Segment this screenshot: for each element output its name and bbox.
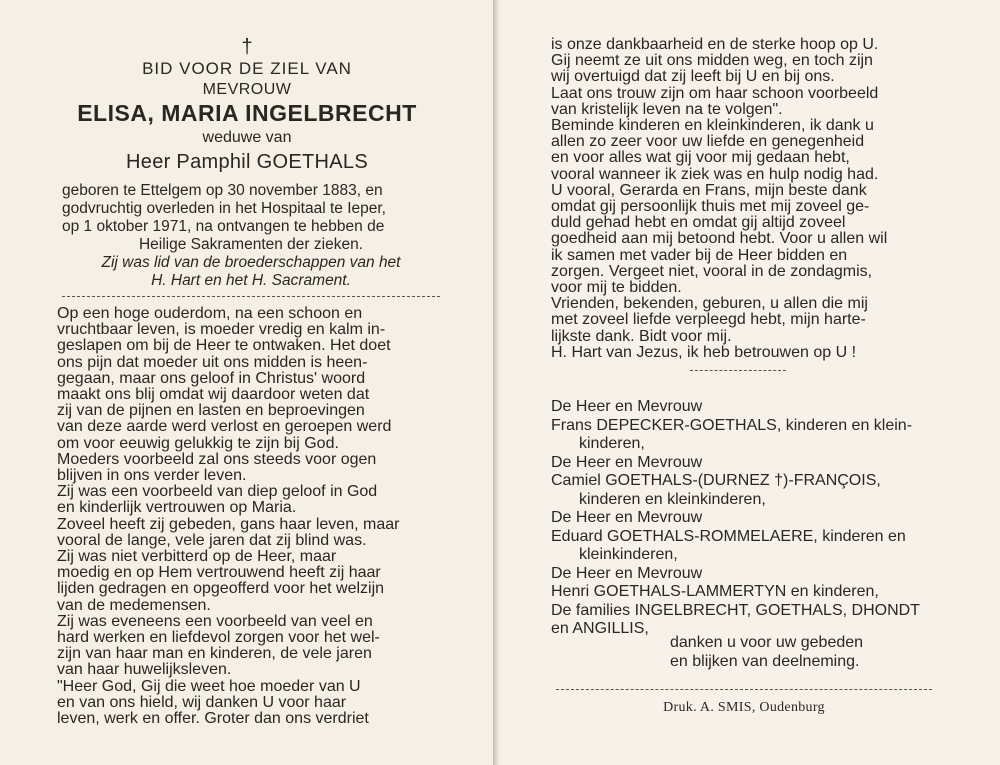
biography-line: op 1 oktober 1971, na ontvangen te hebben de (62, 218, 385, 235)
thanks-line: en blijken van deelneming. (670, 652, 860, 670)
body-line: en kinderlijk vertrouwen op Maria. (57, 499, 297, 517)
body-line: voor mij te bidden. (551, 279, 682, 297)
body-line: Zij was een voorbeeld van diep geloof in God (57, 483, 378, 501)
body-line: vooral wanneer ik ziek was en hulp nodig had. (551, 165, 879, 183)
thanks-line: danken u voor uw gebeden (670, 634, 864, 651)
body-line: Laat ons trouw zijn om haar schoon voorbeeld (551, 84, 879, 102)
right-body-text (551, 37, 951, 361)
body-line: Beminde kinderen en kleinkinderen, ik dank u (551, 117, 874, 135)
family-line: De Heer en Mevrouw (551, 509, 703, 526)
body-line: maakt ons blij omdat wij daardoor weten dat (57, 386, 370, 404)
body-line: en van ons hield, wij danken U voor haar (57, 693, 347, 711)
body-line: Zoveel heeft zij gebeden, gans haar leven, maar (57, 515, 400, 533)
family-line: Frans DEPECKER-GOETHALS, kinderen en klein- (551, 416, 913, 434)
husband-name: Heer Pamphil GOETHALS (126, 151, 368, 173)
body-line: allen zo zeer voor uw liefde en genegenheid (551, 133, 865, 151)
family-line: en ANGILLIS, (551, 620, 649, 637)
card-fold (494, 0, 500, 765)
body-line: vruchtbaar leven, is moeder vredig en kalm in- (57, 321, 386, 339)
family-list (551, 398, 951, 639)
body-line: van de medemensen. (57, 596, 211, 614)
body-line: U vooral, Gerarda en Frans, mijn beste dank (551, 181, 867, 199)
family-line: Camiel GOETHALS-(DURNEZ †)-FRANÇOIS, (551, 472, 881, 489)
body-line: Moeders voorbeeld zal ons steeds voor ogen (57, 450, 377, 468)
body-line: Zij was niet verbitterd op de Heer, maar (57, 548, 337, 566)
cross-icon: † (241, 36, 253, 58)
body-line: wij overtuigd dat zij leeft bij U en bij ons. (551, 68, 835, 86)
body-line: om voor eeuwig gelukkig te zijn bij God. (57, 434, 339, 452)
family-line: kleinkinderen, (579, 546, 678, 563)
brotherhood-line: H. Hart en het H. Sacrament. (151, 272, 351, 289)
family-line: De Heer en Mevrouw (551, 564, 703, 582)
divider (62, 296, 440, 297)
body-line: ik samen met vader bij de Heer bidden en (551, 246, 848, 264)
body-line: van deze aarde werd verlost en geroepen werd (57, 418, 392, 436)
body-line: hard werken en liefdevol zorgen voor het wel- (57, 629, 380, 647)
body-line: zorgen. Vergeet niet, vooral in de zondagmis, (551, 262, 873, 280)
biography-line: geboren te Ettelgem op 30 november 1883, en (62, 182, 383, 199)
body-line: Gij neemt ze uit ons midden weg, en toch zijn (551, 52, 873, 70)
body-line: moedig en op Hem vertrouwend heeft zij haar (57, 564, 381, 582)
body-line: lijden gedragen en opgeofferd voor het welzijn (57, 580, 385, 598)
deceased-name: ELISA, MARIA INGELBRECHT (77, 100, 417, 126)
family-line: kinderen, (579, 435, 645, 452)
body-line: "Heer God, Gij die weet hoe moeder van U (57, 677, 361, 695)
body-line: lijkste dank. Bidt voor mij. (551, 327, 732, 345)
divider (690, 370, 786, 371)
body-line: zijn van haar man en kinderen, de vele jaren (57, 645, 372, 663)
body-line: Op een hoge ouderdom, na een schoon en (57, 305, 363, 322)
body-line: zij van de pijnen en lasten en beproevingen (57, 402, 365, 420)
body-line: leven, werk en offer. Groter dan ons verdriet (57, 710, 369, 728)
body-line: is onze dankbaarheid en de sterke hoop op U. (551, 36, 879, 53)
printer-imprint: Druk. A. SMIS, Oudenburg (663, 700, 825, 715)
body-line: ons pijn dat moeder uit ons midden is heen- (57, 353, 368, 371)
family-line: Eduard GOETHALS-ROMMELAERE, kinderen en (551, 527, 906, 545)
body-line: omdat gij persoonlijk thuis met mij zoveel ge- (551, 198, 870, 216)
family-line: kinderen en kleinkinderen, (579, 490, 766, 508)
family-line: De Heer en Mevrouw (551, 398, 703, 415)
title-mevrouw: MEVROUW (202, 81, 292, 98)
biography (62, 182, 440, 254)
biography-line: Heilige Sakramenten der zieken. (138, 236, 363, 253)
body-line: Vrienden, bekenden, geburen, u allen die mij (551, 295, 868, 313)
prayer-heading: BID VOOR DE ZIEL VAN (142, 59, 352, 78)
left-body-text (57, 306, 447, 727)
body-line: duld gehad hebt en omdat gij altijd zoveel (551, 214, 846, 232)
body-line: van haar huwelijksleven. (57, 661, 232, 679)
body-line: geslapen om bij de Heer te ontwaken. Het doet (57, 337, 391, 355)
body-line: vooral de lange, vele jaren dat zij blind was. (57, 531, 367, 549)
body-line: van kristelijk leven na te volgen". (551, 100, 783, 118)
body-line: met zoveel liefde verpleegd hebt, mijn harte- (551, 311, 866, 329)
body-line: goedheid aan mij betoond hebt. Voor u allen wil (551, 230, 888, 248)
body-line: gegaan, maar ons geloof in Christus' woord (57, 369, 366, 387)
brotherhood-note (62, 254, 440, 290)
body-line: Zij was eveneens een voorbeeld van veel en (57, 612, 373, 630)
brotherhood-line: Zij was lid van de broederschappen van het (101, 254, 401, 271)
left-page (0, 0, 494, 765)
family-line: De families INGELBRECHT, GOETHALS, DHONDT (551, 601, 920, 619)
body-line: blijven in ons verder leven. (57, 467, 247, 485)
family-line: Henri GOETHALS-LAMMERTYN en kinderen, (551, 583, 879, 600)
right-page (494, 0, 1000, 765)
body-line: en voor alles wat gij voor mij gedaan hebt, (551, 149, 850, 167)
biography-line: godvruchtig overleden in het Hospitaal te Ieper, (62, 200, 386, 217)
widow-of-label: weduwe van (202, 129, 292, 146)
body-line: H. Hart van Jezus, ik heb betrouwen op U ! (551, 343, 857, 361)
thanks-note (670, 634, 930, 671)
family-line: De Heer en Mevrouw (551, 453, 703, 471)
divider (556, 689, 932, 690)
